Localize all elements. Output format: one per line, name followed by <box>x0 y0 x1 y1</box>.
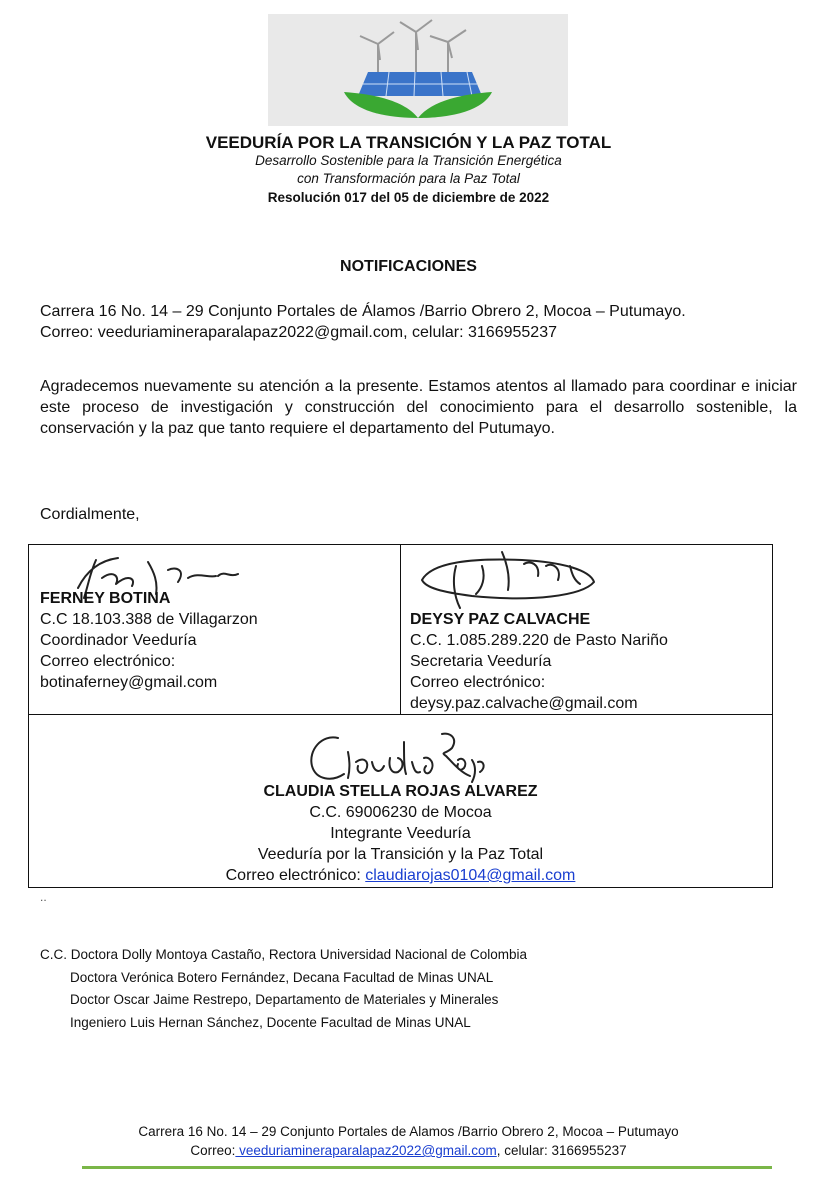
footer-divider <box>82 1166 772 1169</box>
logo <box>268 14 568 126</box>
contact-line: Correo: veeduriamineraparalapaz2022@gmail.com, celular: 3166955237 <box>40 324 557 341</box>
signer-email-row <box>28 865 773 886</box>
signer-email: botinaferney@gmail.com <box>40 674 218 691</box>
signer-id: C.C. 1.085.289.220 de Pasto Nariño <box>410 632 668 649</box>
solar-panel-icon <box>358 72 482 96</box>
cc-item: C.C. Doctora Dolly Montoya Castaño, Rectora Universidad Nacional de Colombia <box>40 947 527 962</box>
signer-name: FERNEY BOTINA <box>40 590 171 607</box>
signer-id: C.C 18.103.388 de Villagarzon <box>40 611 258 628</box>
signer-email-label: Correo electrónico: <box>225 867 366 884</box>
resolution-line: Resolución 017 del 05 de diciembre de 2022 <box>267 190 550 205</box>
organization-subtitle-line1: Desarrollo Sostenible para la Transición Energética <box>255 153 562 168</box>
body-paragraph: Agradecemos nuevamente su atención a la presente. Estamos atentos al llamado para coordinar e iniciar este proceso de investigación y construcción del conocimiento para el desarrollo sostenible, la conservación y la paz que tanto requiere el departamento del Putumayo. <box>40 378 797 437</box>
signer-email-label: Correo electrónico: <box>410 674 546 691</box>
section-title: NOTIFICACIONES <box>340 258 477 275</box>
footer-address: Carrera 16 No. 14 – 29 Conjunto Portales de Alamos /Barrio Obrero 2, Mocoa – Putumayo <box>138 1124 679 1139</box>
signature-deysy <box>412 544 602 614</box>
signer-left <box>40 588 258 693</box>
signer-right <box>410 609 668 714</box>
signer-organization: Veeduría por la Transición y la Paz Total <box>257 846 544 863</box>
notification-address <box>40 301 686 343</box>
signer-email-label: Correo electrónico: <box>40 653 176 670</box>
signer-role: Secretaria Veeduría <box>410 653 552 670</box>
signer-name: DEYSY PAZ CALVACHE <box>410 611 591 628</box>
cc-list <box>40 944 527 1034</box>
address-line: Carrera 16 No. 14 – 29 Conjunto Portales de Álamos /Barrio Obrero 2, Mocoa – Putumayo. <box>40 303 686 320</box>
signer-bottom <box>28 781 773 886</box>
footer-contact <box>0 1143 817 1158</box>
footer-email-label: Correo: <box>190 1143 236 1158</box>
footer-phone: , celular: 3166955237 <box>496 1143 627 1158</box>
signer-id: C.C. 69006230 de Mocoa <box>309 804 492 821</box>
signature-table-column-divider <box>400 544 401 715</box>
closing-salutation: Cordialmente, <box>40 506 140 523</box>
signer-email: deysy.paz.calvache@gmail.com <box>410 695 638 712</box>
signer-email-link[interactable]: claudiarojas0104@gmail.com <box>365 867 576 884</box>
signer-role: Integrante Veeduría <box>330 825 471 842</box>
cc-item: Ingeniero Luis Hernan Sánchez, Docente Facultad de Minas UNAL <box>70 1014 471 1030</box>
organization-subtitle-line2: con Transformación para la Paz Total <box>297 171 520 186</box>
cc-item: Doctora Verónica Botero Fernández, Decana Facultad de Minas UNAL <box>70 969 494 985</box>
signer-role: Coordinador Veeduría <box>40 632 197 649</box>
organization-title: VEEDURÍA POR LA TRANSICIÓN Y LA PAZ TOTAL <box>205 133 612 152</box>
signer-name: CLAUDIA STELLA ROJAS ALVAREZ <box>263 783 538 800</box>
dots-marker: .. <box>40 890 47 904</box>
footer-email-link[interactable]: veeduriamineraparalapaz2022@gmail.com <box>235 1143 497 1158</box>
cc-item: Doctor Oscar Jaime Restrepo, Departamento de Materiales y Minerales <box>70 992 499 1007</box>
